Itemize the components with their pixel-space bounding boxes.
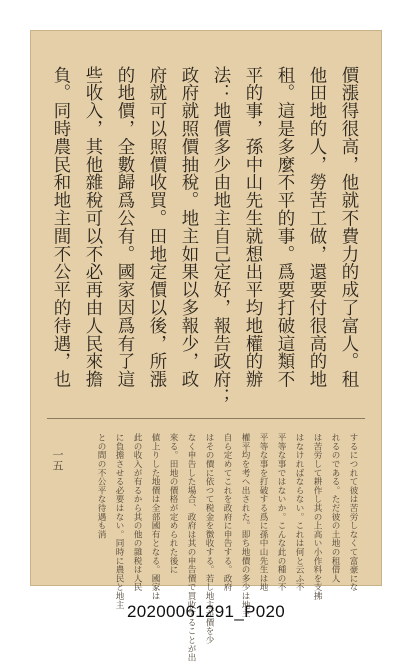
japanese-text-line-9: はその價に依つて税金を徴收する。若し地主が價を少 <box>204 433 214 645</box>
japanese-text-line-4: はなければならない。これは何と云ふ不 <box>294 433 304 592</box>
archive-id-caption: 20200061291_P020 <box>127 602 285 621</box>
japanese-text-line-10: なく申告した場合、政府は其の申告價で買收することが出 <box>186 433 196 662</box>
japanese-text-line-11: 來る。田地の價格が定められた後に <box>168 433 178 574</box>
japanese-text-line-13: 此の收入が有るから其の他の雜税は人民 <box>132 433 142 592</box>
japanese-text-line-8: 自ら定めてこれを政府に申告する。政府 <box>222 433 232 592</box>
chinese-text-line-9: 些收入，其他雜稅可以不必再由人民來擔 <box>82 66 102 389</box>
chinese-text-line-3: 租。這是多麼不平的事。爲要打破這類不 <box>274 66 294 389</box>
japanese-text-line-3: は苦労して耕作し其の上高い小作料を支拂 <box>312 433 322 601</box>
page-number: 一五 <box>51 449 64 471</box>
japanese-text-line-1: するにつれて彼は苦労しなくて富豪にな <box>348 433 358 592</box>
chinese-text-line-7: 府就可以照價收買。田地定價以後，所漲 <box>146 66 166 389</box>
japanese-text-line-15: との間の不公平な待遇も消 <box>96 433 106 539</box>
chinese-text-line-1: 價漲得很高，他就不費力的成了富人。租 <box>338 66 358 389</box>
chinese-text-line-10: 負。同時農民和地主間不公平的待遇，也 <box>50 66 70 389</box>
japanese-text-line-6: 平等な事を打破する爲に孫中山先生は地 <box>258 433 268 592</box>
chinese-text-line-8: 的地價，全數歸爲公有。國家因爲有了這 <box>114 66 134 389</box>
japanese-text-line-14: に負擔させる必要はない。同時に農民と地主 <box>114 433 124 609</box>
japanese-text-line-2: れるのである。ただ彼の土地の租借人 <box>330 433 340 583</box>
chinese-text-line-2: 他田地的人，勞苦工做，還要付很高的地 <box>306 66 326 389</box>
chinese-text-line-6: 政府就照價抽稅。地主如果以多報少，政 <box>178 66 198 389</box>
chinese-text-line-4: 平的事，孫中山先生就想出平均地權的辦 <box>242 66 262 389</box>
japanese-text-line-7: 權平均を考へ出された。即ち地價の多少は地主 <box>240 433 250 618</box>
japanese-text-line-12: 値上りした地價は全部國有となる。國家は <box>150 433 160 601</box>
section-divider <box>47 418 365 419</box>
japanese-text-line-5: 平等な事ではないか。こんな此の種の不 <box>276 433 286 592</box>
chinese-text-line-5: 法：地價多少由地主自己定好，報告政府； <box>210 66 230 407</box>
